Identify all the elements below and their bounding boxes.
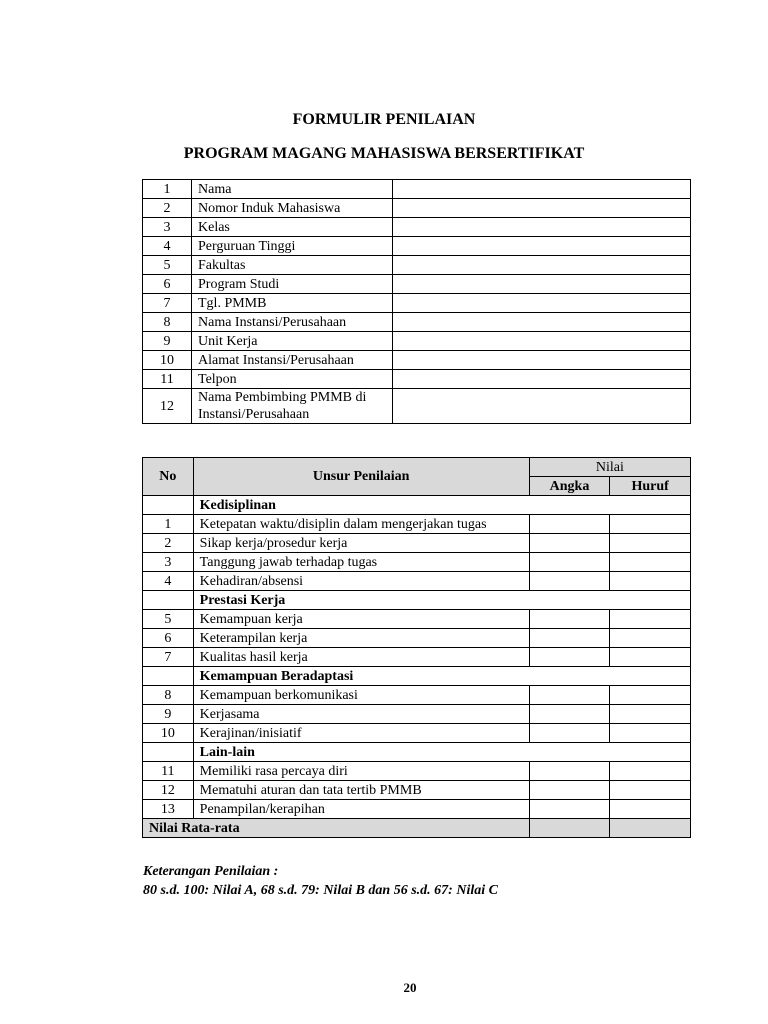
angka-score-field[interactable] [529,724,610,743]
info-row-value-field[interactable] [393,294,691,313]
form-title: FORMULIR PENILAIAN [292,111,476,128]
info-row-value-field[interactable] [393,275,691,294]
angka-score-field[interactable] [529,705,610,724]
huruf-grade-field[interactable] [610,762,691,781]
category-name: Kedisiplinan [193,496,690,515]
info-row-number: 10 [143,351,192,370]
angka-score-field[interactable] [529,781,610,800]
info-row [143,275,691,294]
info-row [143,237,691,256]
info-row [143,370,691,389]
category-number-cell [143,667,194,686]
info-row-number: 3 [143,218,192,237]
assessment-row-label: Kehadiran/absensi [193,572,529,591]
assessment-row [143,648,691,667]
info-row-label: Fakultas [192,256,393,275]
average-row [143,819,691,838]
info-row-number: 2 [143,199,192,218]
info-row-label: Telpon [192,370,393,389]
info-row-label: Program Studi [192,275,393,294]
average-angka-field[interactable] [529,819,610,838]
info-row-label: Perguruan Tinggi [192,237,393,256]
angka-score-field[interactable] [529,762,610,781]
assessment-row-label: Penampilan/kerapihan [193,800,529,819]
assessment-row-label: Sikap kerja/prosedur kerja [193,534,529,553]
page-number: 20 [403,980,417,995]
category-number-cell [143,591,194,610]
assessment-row [143,762,691,781]
info-row [143,294,691,313]
huruf-grade-field[interactable] [610,515,691,534]
assessment-row-label: Keterampilan kerja [193,629,529,648]
info-row-number: 12 [143,389,192,424]
huruf-grade-field[interactable] [610,705,691,724]
assessment-row-number: 4 [143,572,194,591]
assessment-row-label: Tanggung jawab terhadap tugas [193,553,529,572]
huruf-grade-field[interactable] [610,629,691,648]
angka-score-field[interactable] [529,572,610,591]
category-name: Kemampuan Beradaptasi [193,667,690,686]
header-huruf: Huruf [610,477,691,496]
info-row-number: 6 [143,275,192,294]
info-row-label: Alamat Instansi/Perusahaan [192,351,393,370]
assessment-row-number: 9 [143,705,194,724]
assessment-row [143,610,691,629]
angka-score-field[interactable] [529,515,610,534]
category-row [143,743,691,762]
note-text: 80 s.d. 100: Nilai A, 68 s.d. 79: Nilai B dan 56 s.d. 67: Nilai C [143,883,498,898]
assessment-row-number: 1 [143,515,194,534]
info-row-number: 11 [143,370,192,389]
header-angka: Angka [529,477,610,496]
assessment-row-label: Mematuhi aturan dan tata tertib PMMB [193,781,529,800]
info-row [143,332,691,351]
assessment-row-number: 8 [143,686,194,705]
category-name: Prestasi Kerja [193,591,690,610]
info-row-number: 7 [143,294,192,313]
assessment-row-label: Memiliki rasa percaya diri [193,762,529,781]
assessment-row [143,572,691,591]
assessment-row [143,553,691,572]
assessment-row-label: Kemampuan berkomunikasi [193,686,529,705]
angka-score-field[interactable] [529,800,610,819]
assessment-row [143,705,691,724]
category-name: Lain-lain [193,743,690,762]
info-row-value-field[interactable] [393,351,691,370]
info-row-number: 9 [143,332,192,351]
huruf-grade-field[interactable] [610,800,691,819]
info-row-value-field[interactable] [393,313,691,332]
info-row-number: 1 [143,180,192,199]
assessment-row [143,800,691,819]
huruf-grade-field[interactable] [610,648,691,667]
assessment-row [143,724,691,743]
assessment-row-number: 7 [143,648,194,667]
form-subtitle: PROGRAM MAGANG MAHASISWA BERSERTIFIKAT [183,145,585,162]
assessment-row-label: Kerjasama [193,705,529,724]
info-row-value-field[interactable] [393,389,691,424]
assessment-row-number: 13 [143,800,194,819]
huruf-grade-field[interactable] [610,724,691,743]
assessment-row-number: 10 [143,724,194,743]
info-row-value-field[interactable] [393,332,691,351]
info-row-number: 8 [143,313,192,332]
assessment-row-number: 11 [143,762,194,781]
info-row [143,256,691,275]
assessment-row-number: 12 [143,781,194,800]
note-heading: Keterangan Penilaian : [143,864,279,879]
angka-score-field[interactable] [529,629,610,648]
info-row-value-field[interactable] [393,180,691,199]
huruf-grade-field[interactable] [610,610,691,629]
student-info-table [142,179,691,424]
info-row-number: 4 [143,237,192,256]
assessment-row-label: Ketepatan waktu/disiplin dalam mengerjakan tugas [193,515,529,534]
info-row-value-field[interactable] [393,237,691,256]
assessment-row-label: Kualitas hasil kerja [193,648,529,667]
assessment-row [143,534,691,553]
assessment-row [143,781,691,800]
info-row [143,351,691,370]
info-row-value-field[interactable] [393,370,691,389]
info-row-label: Kelas [192,218,393,237]
info-row [143,199,691,218]
average-label: Nilai Rata-rata [143,819,530,838]
angka-score-field[interactable] [529,648,610,667]
huruf-grade-field[interactable] [610,534,691,553]
assessment-row [143,629,691,648]
huruf-grade-field[interactable] [610,553,691,572]
assessment-row [143,686,691,705]
info-row-value-field[interactable] [393,199,691,218]
info-row-label: Unit Kerja [192,332,393,351]
assessment-row-number: 5 [143,610,194,629]
category-row [143,667,691,686]
assessment-row-number: 6 [143,629,194,648]
angka-score-field[interactable] [529,553,610,572]
assessment-table [142,457,691,838]
info-row [143,180,691,199]
category-number-cell [143,743,194,762]
angka-score-field[interactable] [529,686,610,705]
info-row [143,218,691,237]
info-row-number: 5 [143,256,192,275]
header-no: No [143,458,194,496]
category-number-cell [143,496,194,515]
info-row-label: Nama [192,180,393,199]
info-row-label: Nomor Induk Mahasiswa [192,199,393,218]
huruf-grade-field[interactable] [610,572,691,591]
info-row-label: Nama Pembimbing PMMB di Instansi/Perusahaan [192,389,393,424]
assessment-row-label: Kerajinan/inisiatif [193,724,529,743]
huruf-grade-field[interactable] [610,686,691,705]
info-row [143,313,691,332]
angka-score-field[interactable] [529,534,610,553]
header-nilai: Nilai [529,458,690,477]
category-row [143,591,691,610]
assessment-row [143,515,691,534]
angka-score-field[interactable] [529,610,610,629]
huruf-grade-field[interactable] [610,781,691,800]
info-row-value-field[interactable] [393,218,691,237]
category-row [143,496,691,515]
info-row-value-field[interactable] [393,256,691,275]
assessment-row-label: Kemampuan kerja [193,610,529,629]
info-row-label: Nama Instansi/Perusahaan [192,313,393,332]
info-row [143,389,691,424]
average-huruf-field[interactable] [610,819,691,838]
header-unsur-penilaian: Unsur Penilaian [193,458,529,496]
assessment-row-number: 3 [143,553,194,572]
info-row-label: Tgl. PMMB [192,294,393,313]
assessment-row-number: 2 [143,534,194,553]
